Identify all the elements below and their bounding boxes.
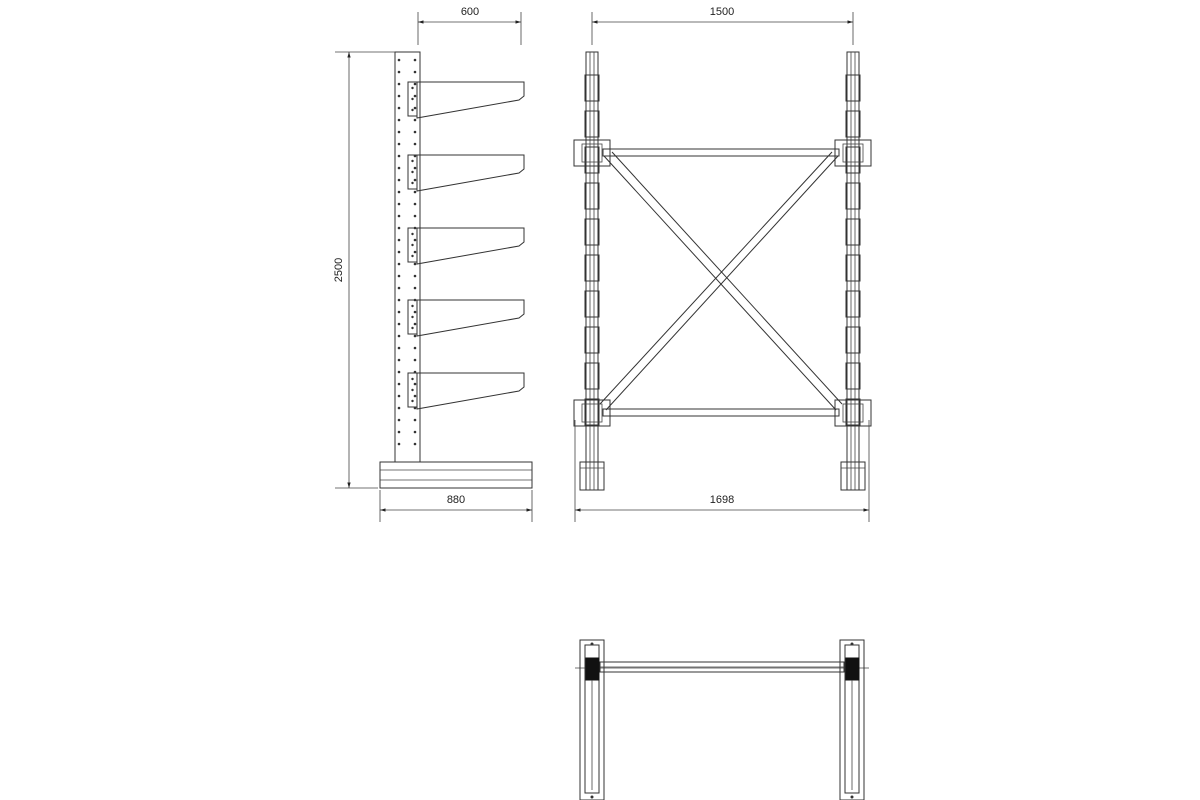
dimension-upright-span <box>592 6 853 45</box>
cantilever-arm-3 <box>408 228 524 264</box>
left-upright <box>574 52 610 490</box>
cantilever-arm-1 <box>408 82 524 118</box>
diagonal-bracing <box>600 152 842 410</box>
front-view <box>574 6 871 522</box>
horizontal-brace-top <box>603 149 839 156</box>
dimension-label-base-depth: 880 <box>446 494 466 506</box>
cantilever-arm-4 <box>408 300 524 336</box>
side-view <box>333 6 532 522</box>
cantilever-arm-2 <box>408 155 524 191</box>
cantilever-arms <box>408 82 524 409</box>
dimension-overall-width <box>575 420 869 522</box>
dimension-label-arm-length: 600 <box>460 6 480 18</box>
top-connecting-brace <box>600 662 844 672</box>
top-view <box>575 640 869 800</box>
side-base <box>380 462 532 488</box>
column-holes <box>398 59 417 446</box>
dimension-label-overall-width: 1698 <box>709 494 735 506</box>
dimension-base-depth <box>380 490 532 522</box>
cantilever-arm-5 <box>408 373 524 409</box>
horizontal-brace-bottom <box>603 409 839 416</box>
right-upright <box>835 52 871 490</box>
dimension-height <box>333 52 395 488</box>
dimension-label-upright-span: 1500 <box>709 6 735 18</box>
dimension-arm-length <box>418 6 521 45</box>
dimension-label-height: 2500 <box>333 257 345 283</box>
